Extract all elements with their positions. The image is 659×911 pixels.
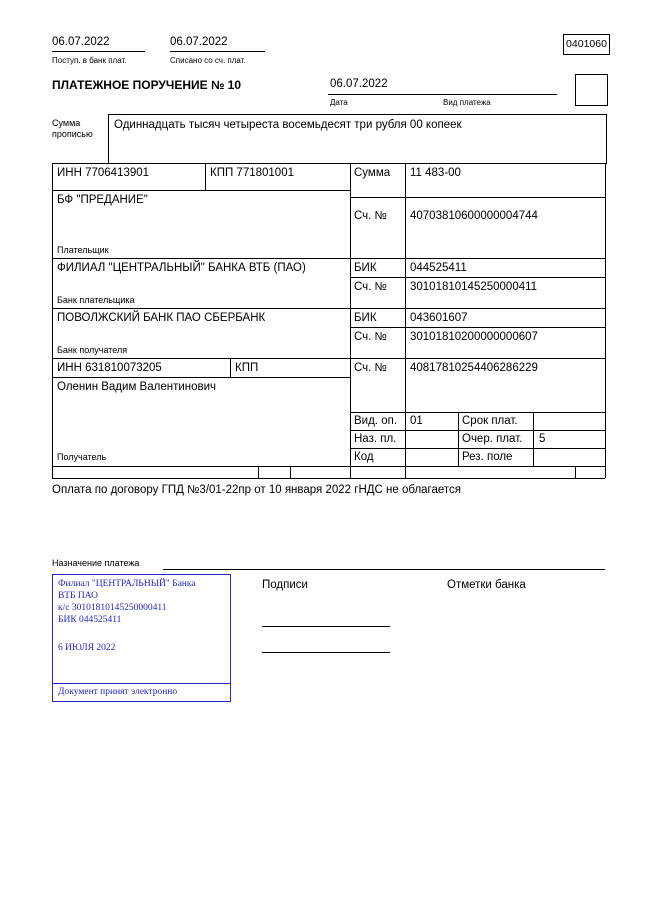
doc-title: ПЛАТЕЖНОЕ ПОРУЧЕНИЕ № 10 — [52, 78, 242, 92]
date-debited-underline — [170, 51, 265, 52]
stamp-date: 6 ИЮЛЯ 2022 — [58, 643, 116, 653]
bank-marks-label: Отметки банка — [447, 579, 526, 591]
payer-bank-account-label: Сч. № — [354, 281, 387, 293]
signatures-label: Подписи — [262, 579, 308, 591]
priority-label: Очер. плат. — [462, 433, 523, 445]
grid-line — [350, 277, 605, 278]
grid-line — [52, 358, 605, 359]
date-debited: 06.07.2022 — [170, 36, 228, 48]
grid-line — [405, 163, 406, 478]
amount-words-box — [108, 114, 607, 164]
payer-account: 40703810600000004744 — [410, 210, 538, 222]
grid-line — [533, 412, 534, 466]
date-received-label: Поступ. в банк плат. — [52, 56, 127, 65]
doc-date-underline — [328, 94, 557, 95]
payer-inn: ИНН 7706413901 — [57, 167, 150, 179]
payment-type-label: Вид платежа — [443, 98, 491, 107]
doc-date: 06.07.2022 — [330, 78, 388, 90]
grid-line — [52, 163, 605, 164]
payee-section-label: Получатель — [57, 452, 107, 462]
op-type-value: 01 — [410, 415, 423, 427]
payer-bank-bik: 044525411 — [410, 262, 467, 274]
grid-line — [350, 412, 605, 413]
grid-line — [575, 466, 576, 478]
due-date-label: Срок плат. — [462, 415, 518, 427]
payment-type-box — [575, 74, 608, 106]
date-received: 06.07.2022 — [52, 36, 110, 48]
payee-bank-section-label: Банк получателя — [57, 345, 128, 355]
payee-account: 40817810254406286229 — [410, 362, 538, 374]
stamp-footer: Документ принят электронно — [53, 683, 230, 701]
grid-line — [258, 466, 259, 478]
payee-account-label: Сч. № — [354, 362, 387, 374]
payer-section-label: Плательщик — [57, 245, 109, 255]
reserve-field-label: Рез. поле — [462, 451, 513, 463]
grid-line — [605, 163, 606, 478]
payee-bank-account-label: Сч. № — [354, 331, 387, 343]
grid-line — [52, 466, 605, 467]
payee-kpp-label: КПП — [235, 362, 259, 374]
grid-line — [52, 258, 605, 259]
amount-words-label: Сумма прописью — [52, 118, 93, 139]
stamp-bik: БИК 044525411 — [58, 615, 122, 625]
grid-line — [350, 163, 351, 478]
code-label: Код — [354, 451, 374, 463]
grid-line — [230, 358, 231, 377]
purpose-text: Оплата по договору ГПД №3/01-22пр от 10 января 2022 гНДС не облагается — [52, 484, 462, 496]
bank-stamp-body — [53, 575, 230, 657]
grid-line — [350, 327, 605, 328]
payer-bank-name: ФИЛИАЛ "ЦЕНТРАЛЬНЫЙ" БАНКА ВТБ (ПАО) — [57, 262, 306, 274]
grid-line — [52, 308, 605, 309]
purpose-code-label: Наз. пл. — [354, 433, 397, 445]
stamp-bank-name-line1: Филиал "ЦЕНТРАЛЬНЫЙ" Банка — [58, 579, 196, 589]
amount-words-value: Одиннадцать тысяч четыреста восемьдесят три рубля 00 копеек — [114, 119, 462, 131]
date-debited-label: Списано со сч. плат. — [170, 56, 246, 65]
payee-bank-name: ПОВОЛЖСКИЙ БАНК ПАО СБЕРБАНК — [57, 312, 266, 324]
grid-line — [52, 190, 350, 191]
signature-line-2 — [262, 652, 390, 653]
payer-name: БФ "ПРЕДАНИЕ" — [57, 194, 148, 206]
signature-line-1 — [262, 626, 390, 627]
payee-bank-bik: 043601607 — [410, 312, 468, 324]
form-code: 0401060 — [563, 34, 610, 55]
amount-value: 11 483-00 — [410, 167, 461, 179]
payee-bank-bik-label: БИК — [354, 312, 377, 324]
payee-inn: ИНН 631810073205 — [57, 362, 162, 374]
doc-date-label: Дата — [330, 98, 348, 107]
stamp-bank-name-line2: ВТБ ПАО — [58, 591, 98, 601]
purpose-label: Назначение платежа — [52, 558, 140, 568]
date-received-underline — [52, 51, 145, 52]
purpose-underline — [163, 569, 605, 570]
amount-label: Сумма — [354, 167, 391, 179]
grid-line — [458, 412, 459, 466]
grid-line — [350, 197, 605, 198]
payer-bank-account: 30101810145250000411 — [410, 281, 538, 293]
op-type-label: Вид. оп. — [354, 415, 398, 427]
grid-line — [52, 377, 350, 378]
grid-line — [350, 430, 605, 431]
priority-value: 5 — [539, 433, 546, 445]
bank-stamp — [52, 574, 231, 702]
grid-line — [52, 478, 605, 479]
grid-line — [350, 448, 605, 449]
stamp-corr-account: к/с 30101810145250000411 — [58, 603, 167, 613]
payee-bank-account: 30101810200000000607 — [410, 331, 538, 343]
payer-account-label: Сч. № — [354, 210, 387, 222]
grid-line — [52, 163, 53, 478]
payer-bank-bik-label: БИК — [354, 262, 377, 274]
payer-bank-section-label: Банк плательщика — [57, 295, 135, 305]
payee-name: Оленин Вадим Валентинович — [57, 381, 217, 393]
payer-kpp: КПП 771801001 — [210, 167, 294, 179]
grid-line — [205, 163, 206, 190]
grid-line — [290, 466, 291, 478]
